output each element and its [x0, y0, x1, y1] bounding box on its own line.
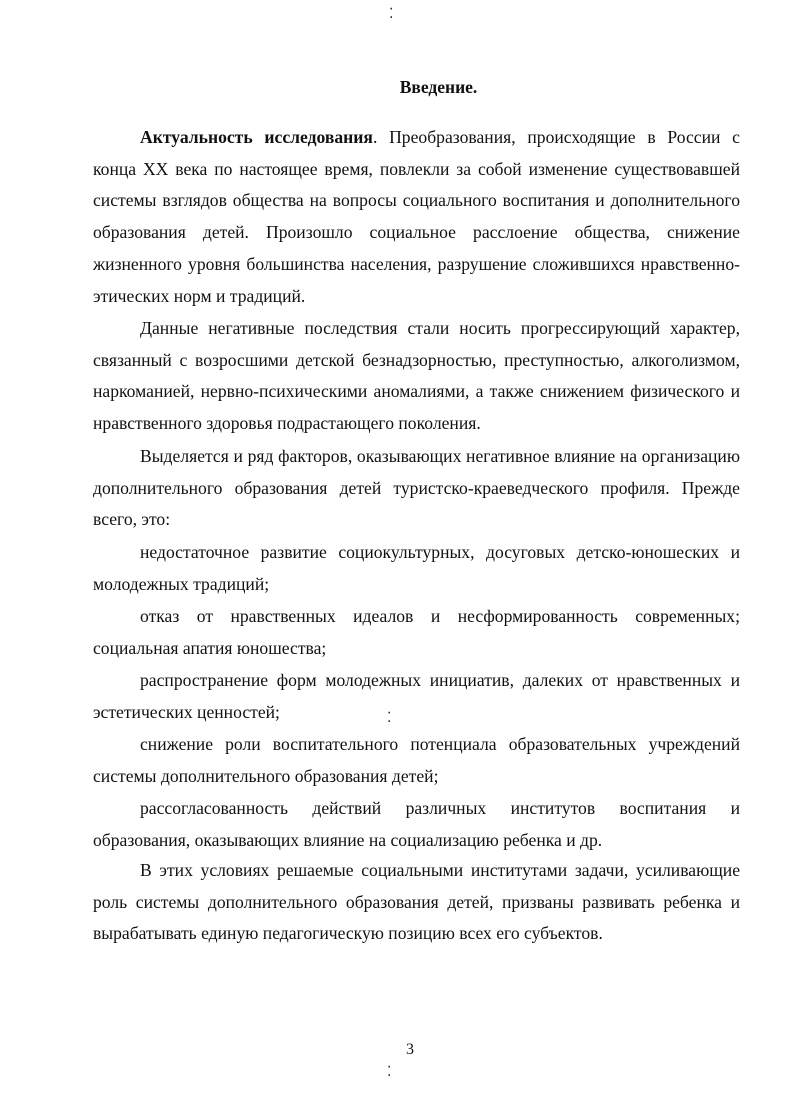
- paragraph-conclusion: В этих условиях решаемые социальными институтами задачи, усиливающие роль системы дополнительного образования детей, призваны развивать ребенка и вырабатывать единую педагогическую позицию всех его субъектов.: [93, 860, 740, 944]
- scan-artifact: ⁚: [387, 711, 392, 726]
- paragraph-relevance: [93, 122, 740, 312]
- list-item-factor: недостаточное развитие социокультурных, досуговых детско-юношеских и молодежных традиций;: [93, 542, 740, 594]
- paragraph-factors: Выделяется и ряд факторов, оказывающих негативное влияние на организацию дополнительного образования детей туристско-краеведческого профиля. Прежде всего, это:: [93, 446, 740, 530]
- page-number: 3: [406, 1041, 414, 1058]
- scan-artifact: ⁚: [387, 1065, 392, 1080]
- list-item-factor: распространение форм молодежных инициатив, далеких от нравственных и эстетических ценностей;: [93, 670, 740, 722]
- paragraph-text: . Преобразования, происходящие в России с конца XX века по настоящее время, повлекли за собой изменение существовавшей системы взглядов общества на вопросы социального воспитания и дополнительного образования детей. Произошло социальное расслоение общества, снижение жизненного уровня большинства населения, разрушение сложившихся нравственно-этических норм и традиций.: [93, 127, 740, 306]
- list-item-factor: рассогласованность действий различных институтов воспитания и образования, оказывающих влияние на социализацию ребенка и др.: [93, 798, 740, 850]
- scan-artifact: ⁚: [389, 7, 394, 22]
- paragraph-consequences: Данные негативные последствия стали носить прогрессирующий характер, связанный с возросшими детской безнадзорностью, преступностью, алкоголизмом, наркоманией, нервно-психическими аномалиями, а также снижением физического и нравственного здоровья подрастающего поколения.: [93, 318, 740, 434]
- list-item-factor: отказ от нравственных идеалов и несформированность современных; социальная апатия юношества;: [93, 606, 740, 658]
- list-item-factor: снижение роли воспитательного потенциала образовательных учреждений системы дополнительного образования детей;: [93, 734, 740, 786]
- paragraph-lead: Актуальность исследования: [140, 127, 373, 147]
- page-title: Введение.: [399, 77, 478, 97]
